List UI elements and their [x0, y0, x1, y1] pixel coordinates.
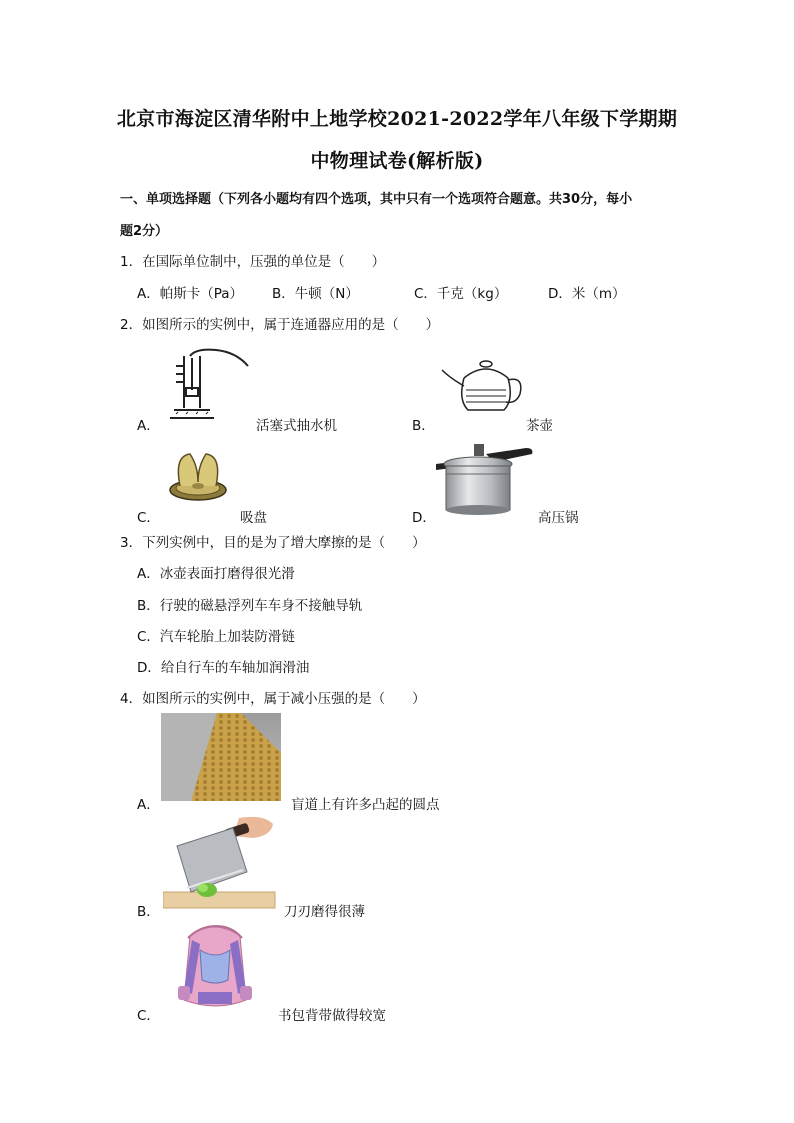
- question-4-stem: 4．如图所示的实例中，属于减小压强的是（ ）: [120, 691, 426, 707]
- q2-caption-d: 高压锅: [538, 510, 579, 526]
- q3-option-c: C．汽车轮胎上加装防滑链: [137, 629, 295, 645]
- q2-option-b-letter: B．: [412, 418, 435, 434]
- q4-option-c-letter: C．: [137, 1008, 160, 1024]
- q1-option-b: B．牛顿（N）: [272, 286, 359, 302]
- pressure-cooker-figure: [434, 440, 538, 518]
- q1-option-a: A．帕斯卡（Pa）: [137, 286, 244, 302]
- q2-option-d-letter: D．: [412, 510, 436, 526]
- q4-option-b-letter: B．: [137, 904, 160, 920]
- question-2-stem: 2．如图所示的实例中，属于连通器应用的是（ ）: [120, 317, 440, 333]
- section-heading-line-1: 一、单项选择题（下列各小题均有四个选项，其中只有一个选项符合题意。共30分，每小: [120, 192, 633, 207]
- q2-caption-b: 茶壶: [526, 418, 553, 434]
- q4-caption-a: 盲道上有许多凸起的圆点: [291, 797, 440, 813]
- q2-option-a-letter: A．: [137, 418, 160, 434]
- question-3-stem: 3．下列实例中，目的是为了增大摩擦的是（ ）: [120, 535, 426, 551]
- backpack-photo: [170, 920, 260, 1014]
- document-title-line-2: 中物理试卷(解析版): [310, 150, 484, 172]
- q2-caption-a: 活塞式抽水机: [256, 418, 337, 434]
- piston-pump-figure: [156, 346, 256, 426]
- q4-option-a-letter: A．: [137, 797, 160, 813]
- cleaver-knife-photo: [163, 814, 277, 912]
- teapot-figure: [440, 356, 530, 416]
- q1-option-d: D．米（m）: [548, 286, 626, 302]
- tactile-paving-photo: [161, 713, 281, 801]
- q4-caption-c: 书包背带做得较宽: [278, 1008, 386, 1024]
- q1-option-c: C．千克（kg）: [414, 286, 508, 302]
- q3-option-d: D．给自行车的车轴加润滑油: [137, 660, 310, 676]
- q2-caption-c: 吸盘: [240, 510, 267, 526]
- q3-option-b: B．行驶的磁悬浮列车车身不接触导轨: [137, 598, 363, 614]
- q2-option-c-letter: C．: [137, 510, 160, 526]
- q4-caption-b: 刀刃磨得很薄: [284, 904, 365, 920]
- suction-cup-figure: [164, 446, 232, 504]
- question-1-stem: 1．在国际单位制中，压强的单位是（ ）: [120, 254, 386, 270]
- section-heading-line-2: 题2分）: [120, 224, 169, 239]
- q3-option-a: A．冰壶表面打磨得很光滑: [137, 566, 295, 582]
- document-title-line-1: 北京市海淀区清华附中上地学校2021-2022学年八年级下学期期: [116, 108, 678, 130]
